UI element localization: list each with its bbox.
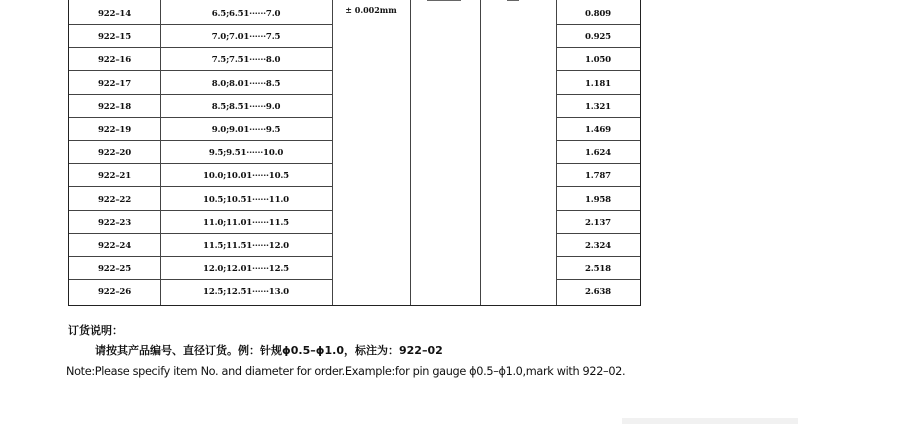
value-cell: 1.181: [585, 78, 611, 89]
row-divider: [556, 256, 640, 257]
item-number-cell: 922–18: [98, 101, 131, 112]
item-number-cell: 922–19: [98, 125, 131, 135]
diameter-range-cell: 7.0;7.01······7.5: [211, 32, 281, 43]
value-cell: 1.787: [585, 171, 611, 182]
diameter-range-cell: 7.5;7.51······8.0: [211, 55, 281, 66]
value-cell: 1.624: [585, 148, 611, 159]
diameter-range-cell: 12.5;12.51······13.0: [203, 287, 289, 298]
item-number-cell: 922–16: [98, 55, 131, 66]
diameter-range-cell: 11.0;11.01······11.5: [203, 217, 289, 228]
row-divider: [69, 140, 332, 141]
spec-table: [68, 0, 641, 306]
cropped-header-mark: [427, 0, 461, 1]
cropped-header-mark: [507, 0, 519, 1]
item-number-cell: 922–24: [98, 241, 131, 251]
row-divider: [556, 70, 640, 71]
diameter-range-cell: 8.5;8.51······9.0: [211, 101, 281, 112]
value-cell: 2.324: [585, 241, 611, 251]
row-divider: [69, 233, 332, 234]
column-divider: [480, 0, 481, 305]
row-divider: [556, 94, 640, 95]
row-divider: [69, 279, 332, 280]
item-number-cell: 922–14: [98, 9, 131, 19]
tolerance-value: ± 0.002mm: [345, 5, 397, 15]
diameter-range-cell: 10.0;10.01······10.5: [203, 171, 289, 182]
column-divider: [410, 0, 411, 305]
value-cell: 0.809: [585, 9, 611, 19]
row-divider: [69, 70, 332, 71]
value-cell: 2.638: [585, 287, 611, 298]
value-cell: 2.137: [585, 217, 611, 228]
item-number-cell: 922–25: [98, 264, 131, 275]
row-divider: [556, 186, 640, 187]
row-divider: [556, 117, 640, 118]
row-divider: [69, 47, 332, 48]
row-divider: [556, 24, 640, 25]
value-cell: 1.050: [585, 55, 611, 66]
row-divider: [69, 94, 332, 95]
row-divider: [69, 256, 332, 257]
row-divider: [556, 279, 640, 280]
row-divider: [556, 47, 640, 48]
row-divider: [69, 186, 332, 187]
row-divider: [556, 140, 640, 141]
column-divider: [332, 0, 333, 305]
value-cell: 0.925: [585, 32, 611, 43]
item-number-cell: 922–21: [98, 171, 131, 182]
order-notes-heading: 订货说明：: [68, 324, 123, 337]
diameter-range-cell: 8.0;8.01······8.5: [211, 78, 281, 89]
value-cell: 2.518: [585, 264, 611, 275]
row-divider: [69, 210, 332, 211]
diameter-range-cell: 10.5;10.51······11.0: [203, 194, 289, 205]
item-number-cell: 922–17: [98, 78, 131, 89]
row-divider: [556, 210, 640, 211]
item-number-cell: 922–23: [98, 217, 131, 228]
value-cell: 1.321: [585, 101, 611, 112]
row-divider: [69, 24, 332, 25]
diameter-range-cell: 9.5;9.51······10.0: [208, 148, 284, 159]
item-number-cell: 922–26: [98, 287, 131, 298]
diameter-range-cell: 9.0;9.01······9.5: [211, 125, 281, 135]
row-divider: [69, 163, 332, 164]
row-divider: [556, 233, 640, 234]
item-number-cell: 922–22: [98, 194, 131, 205]
order-notes-english: Note:Please specify item No. and diameter for order.Example:for pin gauge ϕ0.5–ϕ1.0,mark with 922–02.: [66, 365, 626, 378]
order-notes-chinese: 请按其产品编号、直径订货。例：针规ϕ0.5–ϕ1.0，标注为：922–02: [95, 344, 443, 357]
diameter-range-cell: 6.5;6.51······7.0: [211, 9, 281, 19]
diameter-range-cell: 11.5;11.51······12.0: [203, 241, 289, 251]
row-divider: [556, 163, 640, 164]
row-divider: [69, 117, 332, 118]
diameter-range-cell: 12.0;12.01······12.5: [203, 264, 289, 275]
item-number-cell: 922–20: [98, 148, 131, 159]
item-number-cell: 922–15: [98, 32, 131, 43]
faint-footer-mark: [622, 418, 798, 424]
value-cell: 1.469: [585, 125, 611, 135]
value-cell: 1.958: [585, 194, 611, 205]
